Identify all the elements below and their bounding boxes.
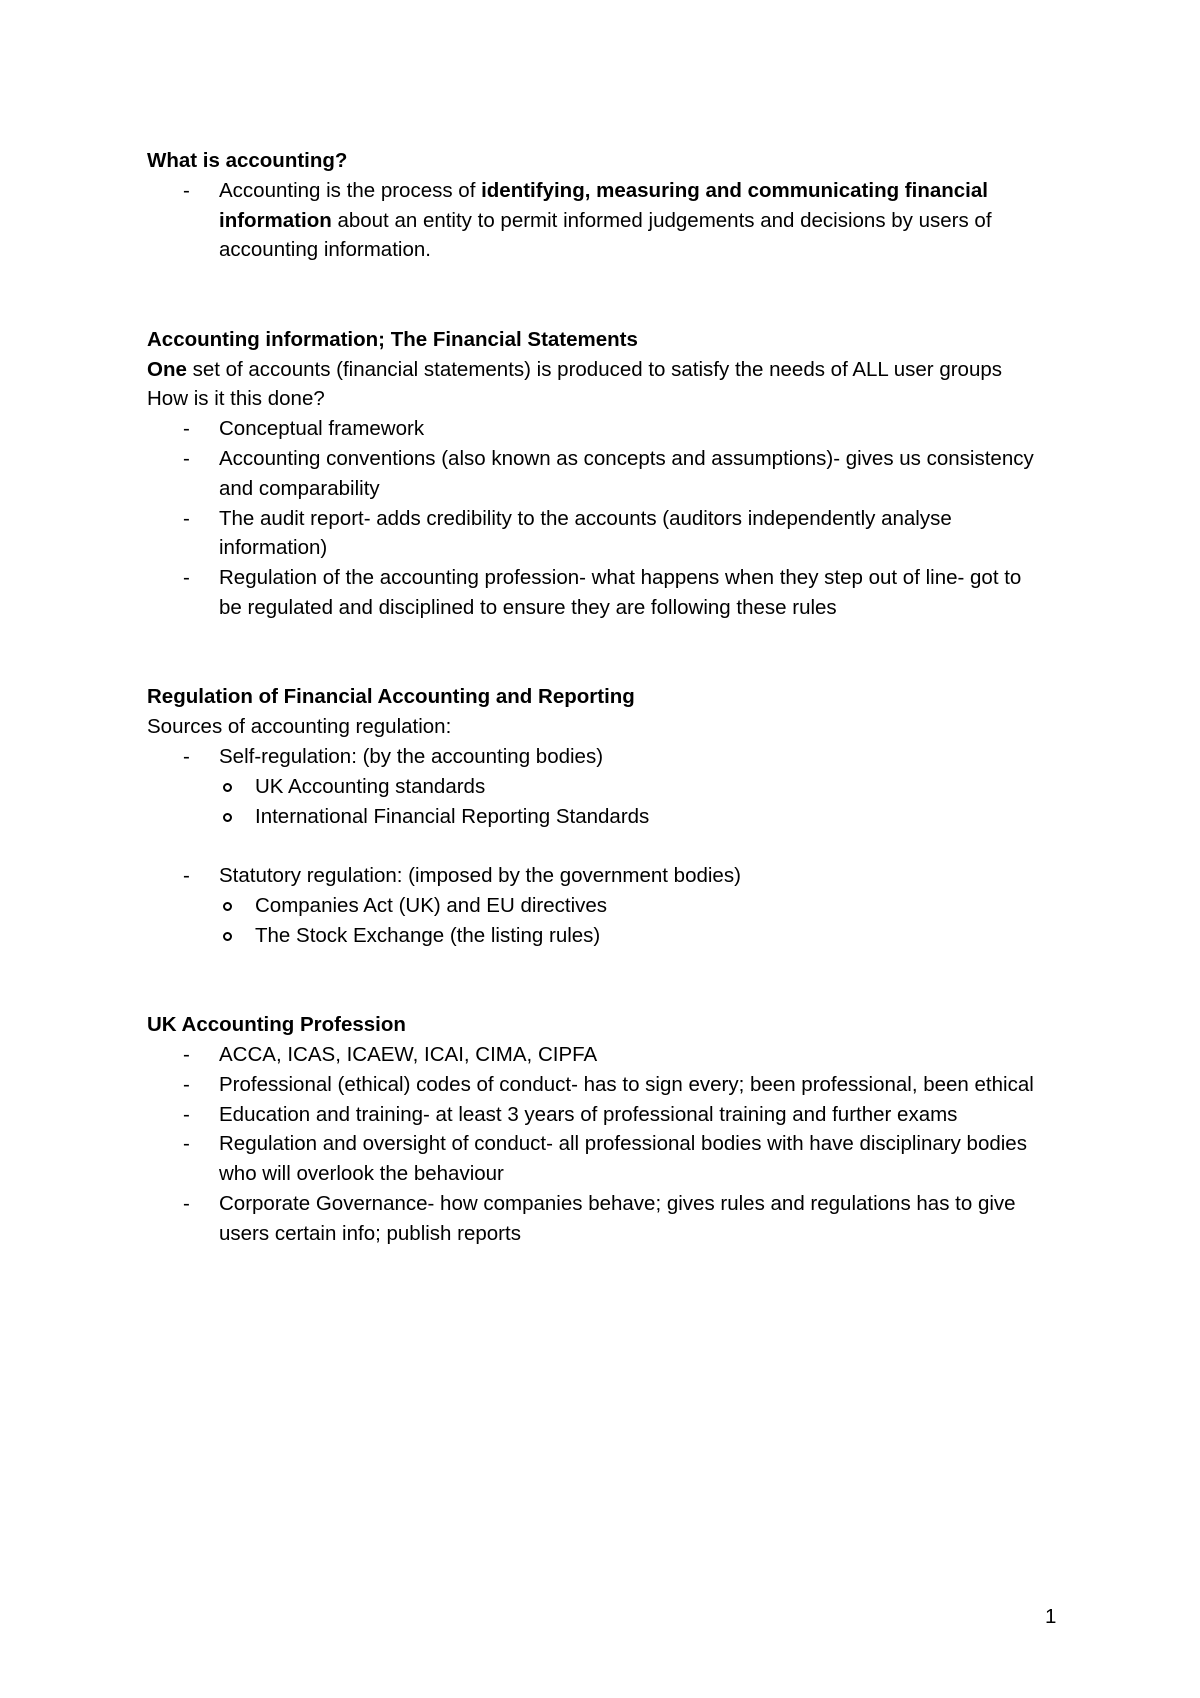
section-heading-regulation: Regulation of Financial Accounting and Reporting (147, 685, 635, 709)
section-heading-uk-profession: UK Accounting Profession (147, 1013, 406, 1037)
list-item-text: The audit report- adds credibility to the accounts (auditors independently analyse information) (219, 506, 952, 560)
sub-list-item (219, 891, 1047, 921)
section-heading-what-is-accounting: What is accounting? (147, 149, 348, 172)
profession-list (147, 1040, 1047, 1249)
paragraph-one-set-rest: set of accounts (financial statements) is produced to satisfy the needs of ALL user groups (186, 357, 1003, 381)
sub-list-item (219, 802, 1047, 832)
statutory-regulation-list (147, 861, 1047, 950)
list-item-text: ACCA, ICAS, ICAEW, ICAI, CIMA, CIPFA (219, 1042, 598, 1066)
list-item-text: Accounting conventions (also known as concepts and assumptions)- gives us consistency and comparability (219, 446, 1034, 500)
dash-bullet: - (183, 1191, 190, 1215)
circle-bullet-icon (223, 783, 232, 792)
list-item (147, 1070, 1047, 1100)
list-item (147, 861, 1047, 950)
self-regulation-list (147, 742, 1047, 831)
dash-bullet: - (183, 864, 190, 888)
list-item (147, 742, 1047, 831)
document-page (147, 146, 1047, 1248)
dash-bullet: - (183, 566, 190, 590)
list-item-text: Self-regulation: (by the accounting bodies) (219, 744, 604, 768)
how-done-list (147, 414, 1047, 623)
circle-bullet-icon (223, 932, 232, 941)
definition-list (147, 176, 1047, 265)
list-item-text: Regulation and oversight of conduct- all professional bodies with have disciplinary bodies who will overlook the behaviour (219, 1132, 1027, 1186)
dash-bullet: - (183, 506, 190, 530)
list-item (147, 1189, 1047, 1249)
sub-list (219, 772, 1047, 832)
dash-bullet: - (183, 744, 190, 768)
list-item (147, 444, 1047, 504)
sub-list-item-text: Companies Act (UK) and EU directives (255, 893, 608, 917)
paragraph-one-set (147, 355, 1047, 385)
sub-list (219, 891, 1047, 951)
dash-bullet: - (183, 1102, 190, 1126)
paragraph-how-done: How is it this done? (147, 387, 325, 411)
dash-bullet: - (183, 1132, 190, 1156)
definition-text-end: about an entity to permit informed judgements and decisions by users of accounting information. (219, 208, 992, 262)
sub-list-item-text: UK Accounting standards (255, 774, 486, 798)
dash-bullet: - (183, 178, 190, 202)
section-heading-financial-statements: Accounting information; The Financial Statements (147, 327, 638, 351)
dash-bullet: - (183, 1072, 190, 1096)
list-item (147, 504, 1047, 564)
list-item-text: Corporate Governance- how companies behave; gives rules and regulations has to give users certain info; publish reports (219, 1191, 1016, 1245)
list-item (147, 1040, 1047, 1070)
list-item-text: Professional (ethical) codes of conduct- has to sign every; been professional, been ethical (219, 1072, 1034, 1096)
dash-bullet: - (183, 1042, 190, 1066)
list-item-text: Education and training- at least 3 years of professional training and further exams (219, 1102, 958, 1126)
circle-bullet-icon (223, 813, 232, 822)
list-item (147, 414, 1047, 444)
definition-text-bold: identifying, measuring and communicating financial information (219, 178, 988, 232)
list-item (147, 563, 1047, 623)
list-item (147, 1129, 1047, 1189)
sub-list-item-text: International Financial Reporting Standards (255, 804, 650, 828)
dash-bullet: - (183, 446, 190, 470)
list-item-text: Statutory regulation: (imposed by the government bodies) (219, 864, 741, 888)
circle-bullet-icon (223, 902, 232, 911)
paragraph-sources: Sources of accounting regulation: (147, 715, 452, 739)
dash-bullet: - (183, 417, 190, 441)
sub-list-item-text: The Stock Exchange (the listing rules) (255, 923, 601, 947)
sub-list-item (219, 772, 1047, 802)
sub-list-item (219, 921, 1047, 951)
definition-text-start: Accounting is the process of (219, 178, 482, 202)
list-item (147, 1100, 1047, 1130)
list-item-text: Regulation of the accounting profession- what happens when they step out of line- got to be regulated and disciplined to ensure they are following these rules (219, 566, 1022, 619)
page-number: 1 (1045, 1605, 1057, 1628)
paragraph-one-set-bold: One (147, 357, 187, 381)
list-item (147, 176, 1047, 265)
list-item-text: Conceptual framework (219, 417, 425, 441)
